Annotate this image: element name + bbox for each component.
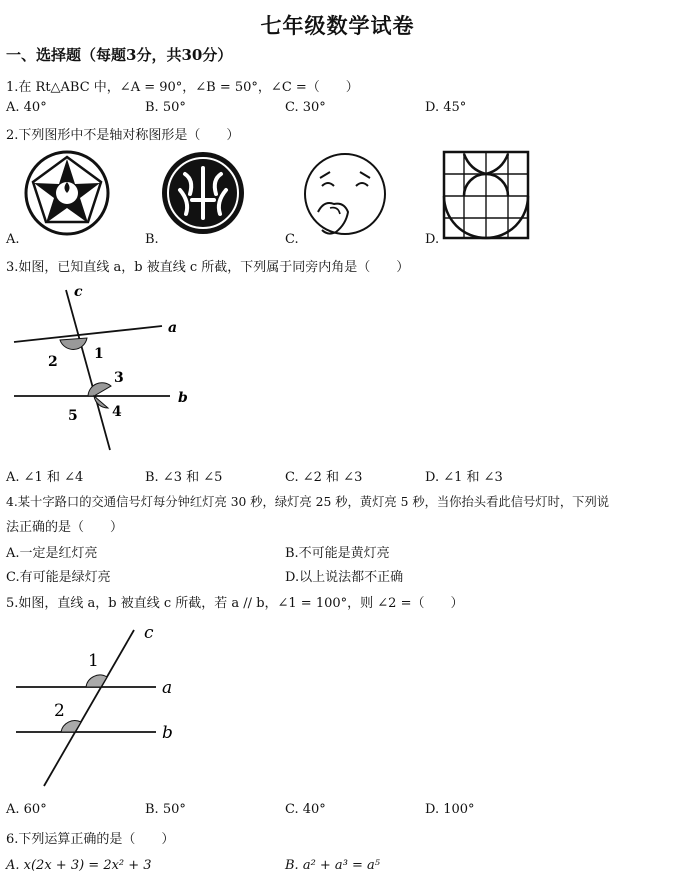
question-1-stem: 1.在 Rt△ABC 中，∠A = 90°，∠B = 50°，∠C =（ ）: [6, 80, 359, 95]
section-heading: 一、选择题（每题3分，共30分）: [6, 46, 233, 64]
question-1-option-b: B. 50°: [145, 100, 186, 115]
question-3-option-d: D. ∠1 和 ∠3: [425, 470, 503, 485]
grid-arcs-figure: [442, 150, 530, 240]
question-4-stem-line1: 4.某十字路口的交通信号灯每分钟红灯亮 30 秒，绿灯亮 25 秒，黄灯亮 5 秒，当你抬头看此信号灯时，下列说: [6, 495, 610, 509]
angle-5-label: 5: [68, 408, 78, 424]
angle-2-label: 2: [48, 354, 58, 370]
question-1-option-d: D. 45°: [425, 100, 467, 115]
question-6-option-b: B. a² + a³ = a⁵: [285, 858, 381, 873]
line-b-label: b: [178, 390, 188, 406]
line-b-label: b: [162, 723, 173, 743]
line-a-label: a: [162, 678, 173, 698]
question-5-option-b: B. 50°: [145, 802, 186, 817]
face-with-hand-figure: [300, 150, 390, 240]
page-title: 七年级数学试卷: [260, 13, 415, 38]
question-5-option-d: D. 100°: [425, 802, 475, 817]
question-5-option-a: A. 60°: [6, 802, 47, 817]
question-6-option-a: A. x(2x + 3) = 2x² + 3: [6, 858, 152, 873]
question-2-option-d: D.: [425, 232, 440, 247]
question-2-option-a: A.: [6, 232, 20, 247]
line-c-label: c: [74, 284, 83, 300]
question-4-option-a: A.一定是红灯亮: [6, 546, 98, 561]
question-1-option-a: A. 40°: [6, 100, 47, 115]
question-3-option-c: C. ∠2 和 ∠3: [285, 470, 363, 485]
question-6-stem: 6.下列运算正确的是（ ）: [6, 832, 175, 847]
question-4-option-b: B.不可能是黄灯亮: [285, 546, 390, 561]
question-2-option-b: B.: [145, 232, 159, 247]
question-2-stem: 2.下列图形中不是轴对称图形是（ ）: [6, 128, 240, 143]
angle-2-label: 2: [54, 701, 65, 721]
question-2-option-c: C.: [285, 232, 299, 247]
question-3-option-b: B. ∠3 和 ∠5: [145, 470, 223, 485]
line-c-label: c: [144, 623, 154, 643]
star-circle-figure: [24, 150, 110, 236]
question-4-option-d: D.以上说法都不正确: [285, 570, 404, 585]
question-4-stem-line2: 法正确的是（ ）: [6, 520, 124, 535]
question-3-stem: 3.如图，已知直线 a，b 被直线 c 所截，下列属于同旁内角是（ ）: [6, 260, 410, 275]
question-4-option-c: C.有可能是绿灯亮: [6, 570, 111, 585]
question-5-option-c: C. 40°: [285, 802, 326, 817]
question-3-figure: [10, 282, 200, 454]
line-a-label: a: [168, 320, 178, 336]
angle-3-label: 3: [114, 370, 124, 386]
question-5-figure: [14, 620, 194, 790]
angle-4-label: 4: [112, 404, 122, 420]
emblem-figure: [160, 150, 246, 236]
question-1-option-c: C. 30°: [285, 100, 326, 115]
question-5-stem: 5.如图，直线 a，b 被直线 c 所截，若 a // b，∠1 = 100°，则 ∠2 =（ ）: [6, 596, 464, 611]
angle-1-label: 1: [88, 651, 99, 671]
question-3-option-a: A. ∠1 和 ∠4: [6, 470, 84, 485]
angle-1-label: 1: [94, 346, 104, 362]
